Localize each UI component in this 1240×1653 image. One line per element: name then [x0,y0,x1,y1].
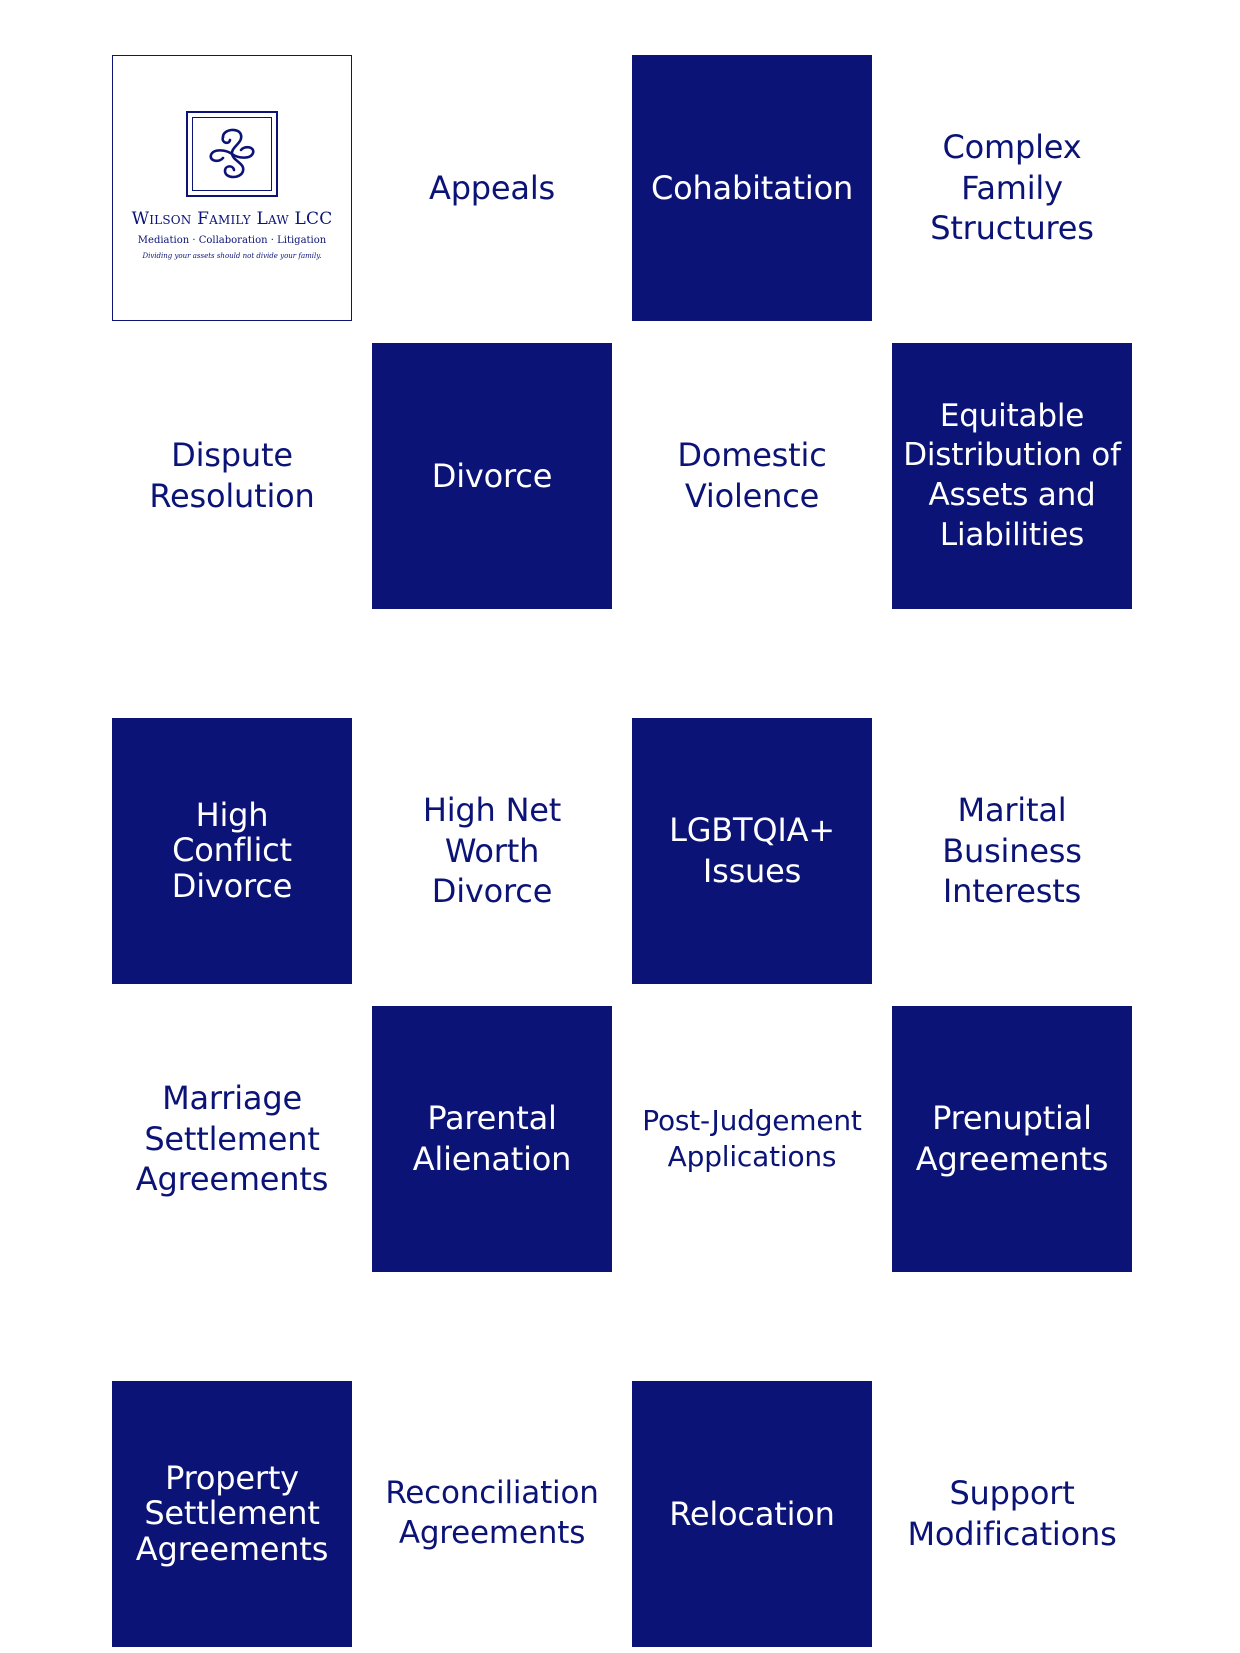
practice-area-label: Domestic Violence [677,436,827,515]
practice-area-high-conflict-divorce[interactable] [112,718,352,984]
practice-area-label: Dispute Resolution [149,436,315,515]
practice-area-label: Divorce [431,456,553,495]
practice-area-lgbtqia-issues[interactable] [632,718,872,984]
practice-area-dispute-resolution[interactable] [112,343,352,609]
practice-area-support-modifications[interactable] [892,1381,1132,1647]
practice-area-label: High Net Worth Divorce [422,790,562,911]
firm-logo-tile[interactable] [112,55,352,321]
practice-area-relocation[interactable] [632,1381,872,1647]
logo-emblem [186,111,278,197]
practice-area-label: Marital Business Interests [942,790,1082,911]
practice-area-label: Relocation [669,1494,835,1533]
practice-area-label: Equitable Distribution of Assets and Liabilities [903,397,1121,553]
practice-area-complex-family-structures[interactable] [892,55,1132,321]
practice-area-label: Complex Family Structures [930,127,1094,248]
practice-area-appeals[interactable] [372,55,612,321]
firm-name: Wilson Family Law LCC [131,209,333,229]
practice-area-label: Prenuptial Agreements [915,1099,1109,1178]
practice-area-label: Parental Alienation [412,1099,572,1178]
practice-area-label: Support Modifications [907,1474,1117,1553]
practice-area-label: Cohabitation [650,168,854,207]
practice-area-label: Post-Judgement Applications [642,1103,862,1173]
practice-area-label: Reconciliation Agreements [385,1475,599,1551]
swirl-monogram-icon [201,123,263,185]
practice-area-equitable-distribution[interactable] [892,343,1132,609]
practice-area-post-judgement-applications[interactable] [632,1006,872,1272]
practice-area-high-net-worth-divorce[interactable] [372,718,612,984]
practice-area-marriage-settlement-agreements[interactable] [112,1006,352,1272]
practice-area-label: Appeals [429,168,555,207]
practice-area-domestic-violence[interactable] [632,343,872,609]
practice-area-parental-alienation[interactable] [372,1006,612,1272]
practice-area-prenuptial-agreements[interactable] [892,1006,1132,1272]
practice-area-label: Property Settlement Agreements [135,1459,329,1568]
practice-area-divorce[interactable] [372,343,612,609]
practice-area-cohabitation[interactable] [632,55,872,321]
firm-tagline: Dividing your assets should not divide your family. [142,252,322,260]
practice-area-property-settlement-agreements[interactable] [112,1381,352,1647]
practice-area-label: High Conflict Divorce [171,796,293,905]
practice-area-label: LGBTQIA+ Issues [669,811,835,890]
practice-area-reconciliation-agreements[interactable] [372,1381,612,1647]
practice-area-marital-business-interests[interactable] [892,718,1132,984]
firm-services: Mediation · Collaboration · Litigation [137,235,327,246]
practice-area-label: Marriage Settlement Agreements [135,1078,329,1199]
